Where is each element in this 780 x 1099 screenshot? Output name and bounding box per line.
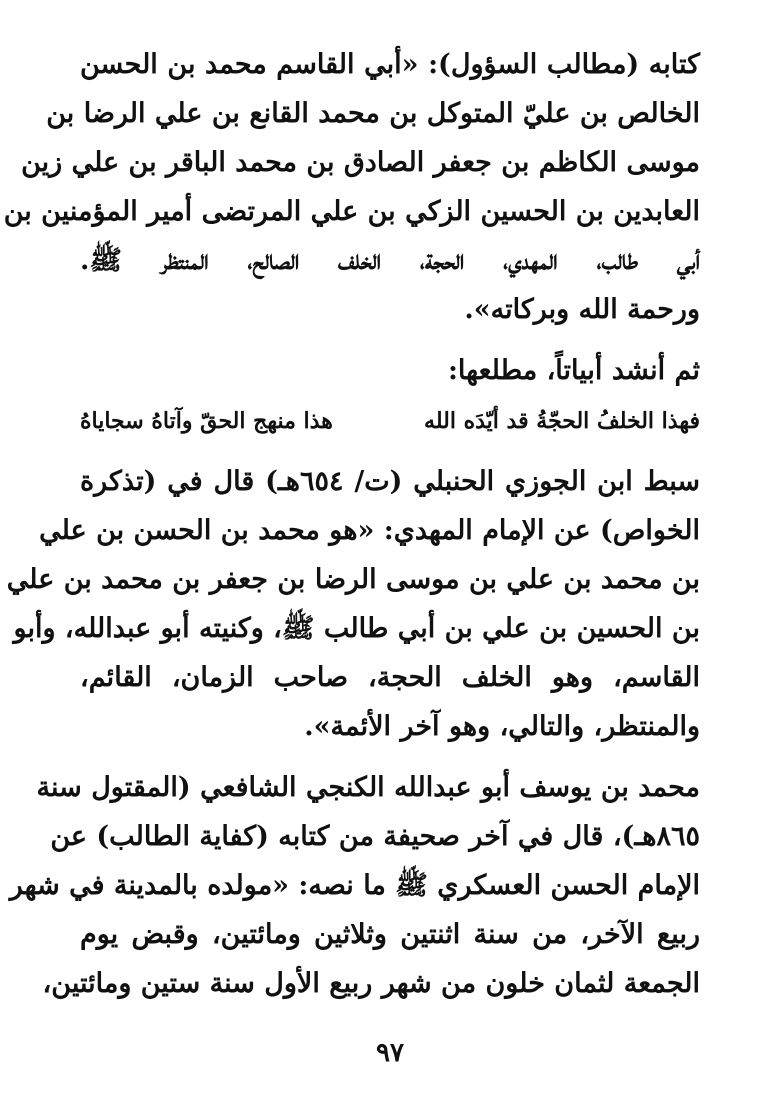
text-line: محمد بن يوسف أبو عبدالله الكنجي الشافعي (المقتول سنة	[36, 772, 700, 803]
text-line: بن محمد بن علي بن موسى الرضا بن جعفر بن محمد بن علي	[6, 564, 700, 595]
text-line: أبي طالب، المهدي، الحجة، الخلف الصالح، المنتظر ﷺ.	[80, 245, 700, 276]
paragraph-sibt-ibn-al-jawzi	[6, 457, 700, 751]
poem-verse	[80, 401, 700, 441]
paragraph-matalib-al-suul	[3, 40, 700, 334]
text-line: موسى الكاظم بن جعفر الصادق بن محمد الباقر بن علي زين	[21, 147, 700, 178]
text-line: ورحمة الله وبركاته».	[464, 294, 700, 325]
text-line: الخواص) عن الإمام المهدي: «هو محمد بن الحسن بن علي	[39, 515, 700, 546]
page-body	[3, 40, 700, 1008]
text-line: ربيع الآخر، من سنة اثنتين وثلاثين ومائتين، وقبض يوم	[80, 919, 700, 950]
text-line: الإمام الحسن العسكري ﷺ ما نصه: «مولده بالمدينة في شهر	[9, 870, 700, 901]
text-line: الجمعة لثمان خلون من شهر ربيع الأول سنة ستين ومائتين،	[42, 968, 700, 999]
text-line: بن الحسين بن علي بن أبي طالب ﷺ، وكنيته أبو عبدالله، وأبو	[13, 613, 700, 644]
verse-first-hemistich: فهذا الخلفُ الحجّةُ قد أيّدَه الله	[424, 408, 700, 434]
text-line: ثم أنشد أبياتاً، مطلعها:	[447, 355, 700, 386]
text-line: ٨٦٥هـ)، قال في آخر صحيفة من كتابه (كفاية الطالب) عن	[50, 821, 700, 852]
text-line: العابدين بن الحسين الزكي بن علي المرتضى أمير المؤمنين بن	[3, 196, 700, 227]
page-number: ٩٧	[376, 1038, 404, 1068]
text-line: والمنتظر، والتالي، وهو آخر الأئمة».	[304, 711, 700, 742]
text-line: القاسم، وهو الخلف الحجة، صاحب الزمان، القائم،	[80, 662, 700, 693]
text-line: سبط ابن الجوزي الحنبلي (ت/ ٦٥٤هـ) قال في (تذكرة	[80, 466, 700, 497]
verse-second-hemistich: هذا منهج الحقّ وآتاهُ سجاياهُ	[80, 408, 333, 434]
text-line: كتابه (مطالب السؤول): «أبي القاسم محمد بن الحسن	[80, 49, 700, 80]
paragraph-poem-intro	[80, 346, 700, 395]
text-line: الخالص بن عليّ المتوكل بن محمد القانع بن علي الرضا بن	[46, 98, 700, 129]
paragraph-al-kanji	[9, 763, 700, 1008]
